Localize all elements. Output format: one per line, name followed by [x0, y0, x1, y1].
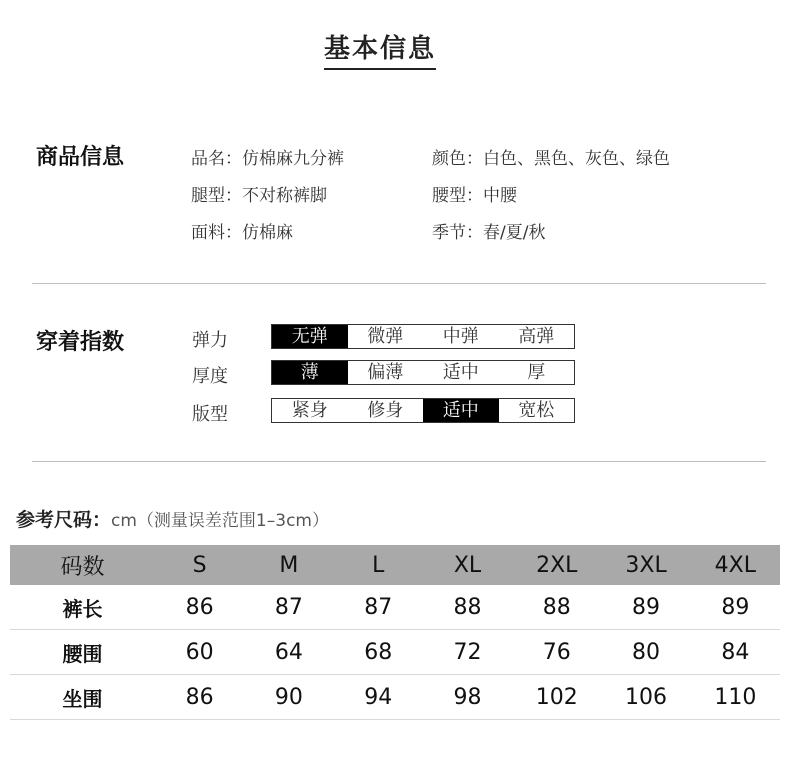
wear-scale-elasticity [271, 324, 575, 349]
size-reference-heading [16, 505, 329, 532]
size-table-header-row [10, 545, 780, 585]
info-fabric: 面料：仿棉麻 [191, 223, 293, 243]
header-cell: L [372, 552, 385, 578]
wear-scale-thickness [271, 360, 575, 385]
header-cell: 码数 [60, 554, 105, 580]
wear-option: 适中 [423, 399, 499, 422]
table-cell: 64 [244, 630, 333, 675]
table-cell: 68 [334, 630, 423, 675]
product-info-label: 商品信息 [36, 145, 125, 170]
wear-row-label-fit: 版型 [192, 404, 228, 425]
table-cell: 86 [155, 675, 244, 720]
info-waist-type: 腰型：中腰 [432, 186, 517, 206]
table-cell: 89 [691, 585, 780, 630]
table-cell: 60 [155, 630, 244, 675]
wear-index-label: 穿着指数 [36, 330, 125, 355]
info-leg-type: 腿型：不对称裤脚 [191, 186, 327, 206]
header-cell: S [192, 552, 207, 578]
info-season: 季节：春/夏/秋 [432, 223, 546, 243]
table-row [10, 630, 780, 675]
table-cell: 98 [423, 675, 512, 720]
table-cell: 86 [155, 585, 244, 630]
wear-option: 偏薄 [367, 362, 404, 383]
divider [32, 283, 766, 284]
table-cell: 102 [512, 675, 601, 720]
header-cell: 4XL [714, 552, 756, 578]
table-cell: 89 [601, 585, 690, 630]
wear-option: 无弹 [272, 325, 348, 348]
header-cell: 3XL [625, 552, 667, 578]
table-cell: 88 [512, 585, 601, 630]
wear-option: 薄 [272, 361, 348, 384]
header-cell: XL [453, 552, 482, 578]
table-row [10, 675, 780, 720]
table-cell: 94 [334, 675, 423, 720]
divider [32, 461, 766, 462]
header-cell: 2XL [536, 552, 578, 578]
row-label: 坐围 [10, 675, 155, 720]
size-reference-label: 参考尺码： [16, 509, 112, 531]
wear-option: 中弹 [442, 326, 479, 347]
wear-option: 微弹 [367, 326, 404, 347]
wear-row-label-elasticity: 弹力 [192, 330, 228, 351]
table-cell: 90 [244, 675, 333, 720]
wear-option: 修身 [367, 400, 404, 421]
wear-scale-fit [271, 398, 575, 423]
table-cell: 76 [512, 630, 601, 675]
table-cell: 80 [601, 630, 690, 675]
table-cell: 84 [691, 630, 780, 675]
table-cell: 72 [423, 630, 512, 675]
table-row [10, 585, 780, 630]
table-cell: 110 [691, 675, 780, 720]
size-measure-note: （测量误差范围1–3cm） [136, 511, 329, 531]
table-cell: 87 [244, 585, 333, 630]
info-product-name: 品名：仿棉麻九分裤 [191, 149, 344, 169]
header-cell: M [279, 552, 299, 578]
wear-option: 适中 [442, 362, 479, 383]
size-unit: cm [111, 511, 137, 531]
wear-option: 高弹 [518, 326, 555, 347]
size-table [10, 545, 780, 720]
row-label: 裤长 [10, 585, 155, 630]
wear-row-label-thickness: 厚度 [192, 366, 228, 387]
wear-option: 紧身 [291, 400, 328, 421]
table-cell: 87 [334, 585, 423, 630]
wear-option: 宽松 [518, 400, 555, 421]
page-title: 基本信息 [0, 28, 760, 65]
table-cell: 88 [423, 585, 512, 630]
row-label: 腰围 [10, 630, 155, 675]
table-cell: 106 [601, 675, 690, 720]
info-colors: 颜色：白色、黑色、灰色、绿色 [432, 149, 670, 169]
wear-option: 厚 [527, 362, 546, 383]
